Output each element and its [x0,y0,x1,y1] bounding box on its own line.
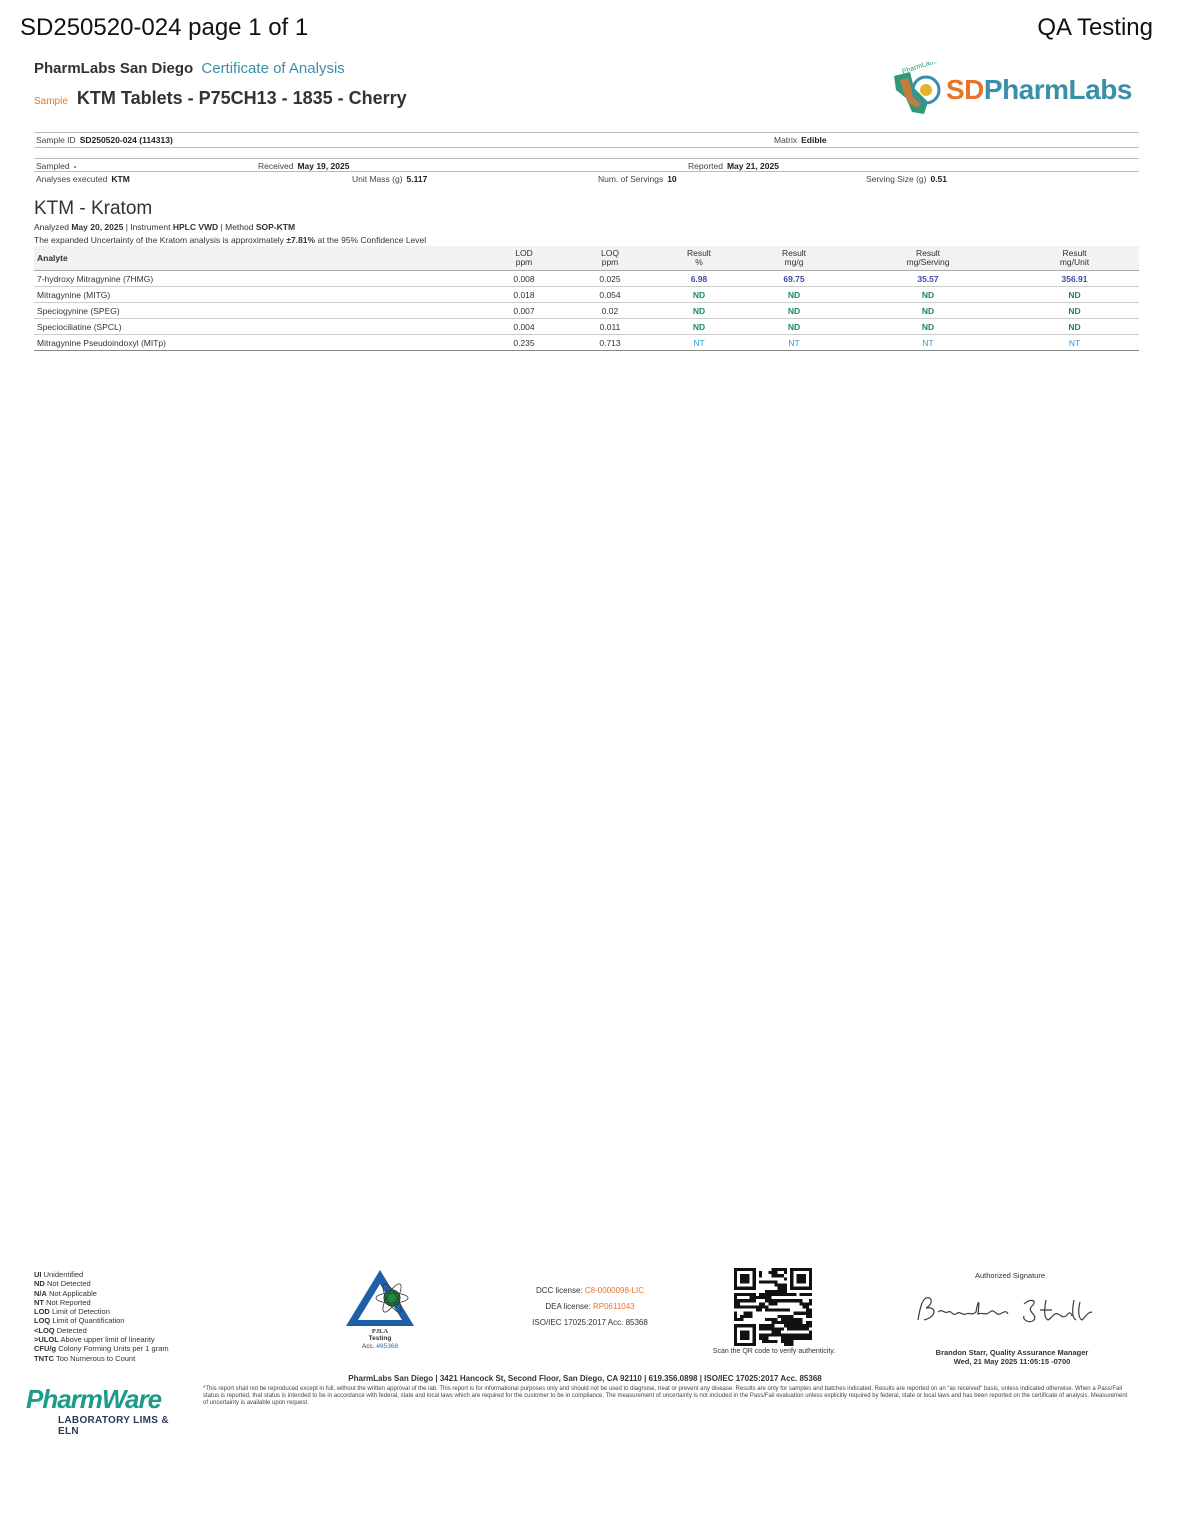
analyte-cell: 7-hydroxy Mitragynine (7HMG) [34,271,484,287]
dea-license [500,1299,680,1315]
uncertainty-post: at the 95% Confidence Level [317,235,427,245]
sample-id-field [36,135,173,145]
table-row [34,303,1139,319]
legend-item [34,1344,169,1353]
dea-value: RP0611043 [592,1302,635,1311]
lod-cell: 0.018 [484,287,564,303]
legend-abbr: LOQ [34,1316,51,1326]
col-header-label: LOQ [601,248,619,258]
license-block [500,1283,680,1331]
legend-text: Unidentified [43,1270,84,1279]
reported-label: Reported [688,161,723,171]
table-header-row [34,246,1139,271]
legend-abbr: CFU/g [34,1344,57,1354]
qr-caption: Scan the QR code to verify authenticity. [712,1348,836,1355]
result-mgg-cell: NT [742,335,846,351]
logo-badge-text: PharmLabs [901,62,938,76]
reported-field [688,161,779,171]
legend-abbr: TNTC [34,1353,54,1363]
received-value: May 19, 2025 [297,161,350,171]
abbreviation-legend [34,1270,169,1363]
unit-mass-label: Unit Mass (g) [352,174,403,184]
legend-item [34,1326,169,1335]
method-label: Method [225,222,254,232]
analyses-field [36,174,130,184]
result-mgserving-cell: ND [846,287,1010,303]
signature-heading: Authorized Signature [974,1271,1046,1280]
legend-item [34,1335,169,1344]
col-header-label: Result [781,248,807,258]
servings-label: Num. of Servings [598,174,664,184]
analyzed-date: May 20, 2025 [71,222,124,232]
loq-cell: 0.025 [564,271,656,287]
lod-cell: 0.004 [484,319,564,335]
legal-disclaimer: *This report shall not be reproduced except in full, without the written approval of the lab. This report is for informational purposes only and should not be used to diagnose, treat or prevent any disease. Results are only for samples and batches indicated. Results are reported on an "as received" basis, unless indicated otherwise. When a Pass/Fail status is reported, that status is intended to be in accordance with federal, state and local laws which are required for the customer to be in compliance. The measurement of uncertainty is not included in the Pass/Fail evaluation unless explicitly required by federal, state or local laws and has been reported on the certificate of analysis. Measurement of uncertainty is available upon request. [203,1386,1128,1406]
analysis-details [34,222,295,232]
sample-tag: Sample [34,96,68,107]
legend-abbr: UI [34,1270,42,1279]
california-map-icon [888,62,948,120]
pharmware-logo [26,1384,186,1437]
result-pct-cell: ND [656,319,742,335]
divider [34,132,1139,133]
result-mgg-cell: ND [742,303,846,319]
col-header-loq [564,246,656,271]
legend-text: Too Numerous to Count [55,1353,136,1363]
dcc-value: C8-0000098-LIC [584,1286,645,1295]
loq-cell: 0.011 [564,319,656,335]
result-mgunit-cell: ND [1010,287,1139,303]
uncertainty-pre: The expanded Uncertainty of the Kratom analysis is approximately [34,235,284,245]
legend-text: Limit of Detection [51,1307,110,1317]
legend-item [34,1316,169,1325]
separator: | [125,222,131,232]
analyses-label: Analyses executed [36,174,108,184]
analyzed-label: Analyzed [34,222,69,232]
lod-cell: 0.007 [484,303,564,319]
signatory-name: Brandon Starr, Quality Assurance Manager [935,1348,1089,1357]
col-header-result-mgserving [846,246,1010,271]
servings-value: 10 [667,174,677,184]
sdpharmlabs-logo [888,62,1140,120]
analyte-cell: Speciociliatine (SPCL) [34,319,484,335]
legend-text: Colony Forming Units per 1 gram [58,1344,169,1354]
col-header-unit: ppm [515,257,533,267]
dea-label: DEA license: [545,1302,591,1311]
result-mgg-cell: 69.75 [742,271,846,287]
legend-text: Not Detected [46,1279,91,1289]
result-mgunit-cell: ND [1010,319,1139,335]
legend-text: Detected [56,1325,87,1335]
divider [34,147,1139,148]
analyte-cell: Mitragynine Pseudoindoxyl (MITp) [34,335,484,351]
analyte-cell: Mitragynine (MITG) [34,287,484,303]
received-label: Received [258,161,294,171]
loq-cell: 0.713 [564,335,656,351]
signature-timestamp: Wed, 21 May 2025 11:05:15 -0700 [953,1357,1071,1366]
uncertainty-value: ±7.81% [286,235,316,245]
legend-text: Not Reported [46,1297,91,1307]
legend-text: Not Applicable [49,1288,97,1298]
pjla-acc [342,1343,418,1350]
separator: | [220,222,226,232]
result-pct-cell: NT [656,335,742,351]
handwritten-signature [912,1290,1112,1330]
col-header-result-pct [656,246,742,271]
col-header-result-mgunit [1010,246,1139,271]
lab-address: PharmLabs San Diego | 3421 Hancock St, Second Floor, San Diego, CA 92110 | 619.356.0898 | ISO/IEC 17025:2017 Acc. 85368 [348,1374,822,1383]
legend-text: Above upper limit of linearity [60,1335,155,1345]
logo-pharmlabs: PharmLabs [983,74,1132,105]
legend-item [34,1298,169,1307]
col-header-unit: % [695,257,703,267]
pjla-acc-number: 85368 [379,1343,399,1350]
logo-wordmark [946,74,1132,106]
serving-size-label: Serving Size (g) [866,174,927,184]
lod-cell: 0.008 [484,271,564,287]
result-pct-cell: ND [656,303,742,319]
result-mgserving-cell: NT [846,335,1010,351]
matrix-field [774,135,827,145]
legend-item [34,1279,169,1288]
lab-name: PharmLabs San Diego [34,60,194,77]
analyses-value: KTM [111,174,130,184]
document-id-title: SD250520-024 page 1 of 1 [20,14,309,41]
pjla-name: PJLA [371,1328,389,1335]
result-mgserving-cell: 35.57 [846,271,1010,287]
col-header-label: Result [686,248,712,258]
reported-value: May 21, 2025 [726,161,779,171]
method-value: SOP-KTM [255,222,296,232]
col-header-unit: ppm [601,257,619,267]
legend-item [34,1289,169,1298]
result-mgserving-cell: ND [846,303,1010,319]
lab-heading [34,60,345,77]
logo-sd: SD [946,74,984,105]
result-mgunit-cell: ND [1010,303,1139,319]
loq-cell: 0.02 [564,303,656,319]
col-header-label: Result [915,248,941,258]
legend-abbr: <LOQ [34,1325,55,1335]
divider [34,171,1139,172]
divider [34,158,1139,159]
sample-heading [34,88,407,109]
result-pct-cell: ND [656,287,742,303]
table-row [34,319,1139,335]
received-field [258,161,349,171]
col-header-analyte [34,246,484,271]
lod-cell: 0.235 [484,335,564,351]
table-row [34,271,1139,287]
legend-text: Limit of Quantification [52,1316,125,1326]
sample-id-label: Sample ID [36,135,76,145]
matrix-label: Matrix [774,135,798,145]
result-mgg-cell: ND [742,319,846,335]
result-mgserving-cell: ND [846,319,1010,335]
col-header-result-mgg [742,246,846,271]
iso-accreditation: ISO/IEC 17025:2017 Acc. 85368 [532,1318,648,1327]
matrix-value: Edible [801,135,827,145]
serving-size-field [866,174,947,184]
col-header-label: LOD [515,248,533,258]
legend-abbr: >ULOL [34,1335,59,1345]
legend-abbr: NT [34,1297,44,1307]
col-header-lod [484,246,564,271]
table-row [34,287,1139,303]
table-row [34,335,1139,351]
dcc-license [500,1283,680,1299]
legend-abbr: LOD [34,1307,50,1317]
verification-qr-code[interactable] [734,1268,812,1346]
serving-size-value: 0.51 [930,174,948,184]
legend-abbr: ND [34,1279,45,1289]
pjla-sub: Testing [368,1335,392,1342]
instrument-value: HPLC VWD [172,222,219,232]
sample-name: KTM Tablets - P75CH13 - 1835 - Cherry [76,88,407,108]
dcc-label: DCC license: [535,1286,583,1295]
legend-abbr: N/A [34,1288,47,1298]
legend-item [34,1354,169,1363]
col-header-unit: mg/Serving [906,257,950,267]
results-table [34,246,1139,351]
qa-testing-label: QA Testing [1037,14,1153,41]
col-header-unit: mg/Unit [1059,257,1090,267]
result-mgunit-cell: NT [1010,335,1139,351]
servings-field [598,174,677,184]
pharmware-wordmark: PharmWare [26,1384,162,1414]
pjla-acc-prefix: Acc. # [361,1343,380,1350]
result-mgg-cell: ND [742,287,846,303]
unit-mass-field [352,174,427,184]
loq-cell: 0.054 [564,287,656,303]
sample-id-value: SD250520-024 (114313) [79,135,173,145]
section-title: KTM - Kratom [34,198,153,219]
sampled-label: Sampled [36,161,70,171]
sampled-value: - [73,161,77,171]
result-mgunit-cell: 356.91 [1010,271,1139,287]
sampled-field [36,161,76,171]
instrument-label: Instrument [130,222,171,232]
col-header-label: Analyte [37,252,68,263]
result-pct-cell: 6.98 [656,271,742,287]
col-header-label: Result [1062,248,1087,258]
unit-mass-value: 5.117 [406,174,428,184]
legend-item [34,1270,169,1279]
analyte-cell: Speciogynine (SPEG) [34,303,484,319]
pjla-triangle-icon [342,1268,418,1330]
legend-item [34,1307,169,1316]
coa-label: Certificate of Analysis [201,60,345,77]
pharmware-tagline: LABORATORY LIMS & ELN [58,1415,169,1437]
qr-code-icon [734,1268,812,1346]
pjla-accreditation [342,1268,418,1358]
signatory-info [910,1348,1114,1366]
col-header-unit: mg/g [784,257,804,267]
uncertainty-note [34,235,426,245]
